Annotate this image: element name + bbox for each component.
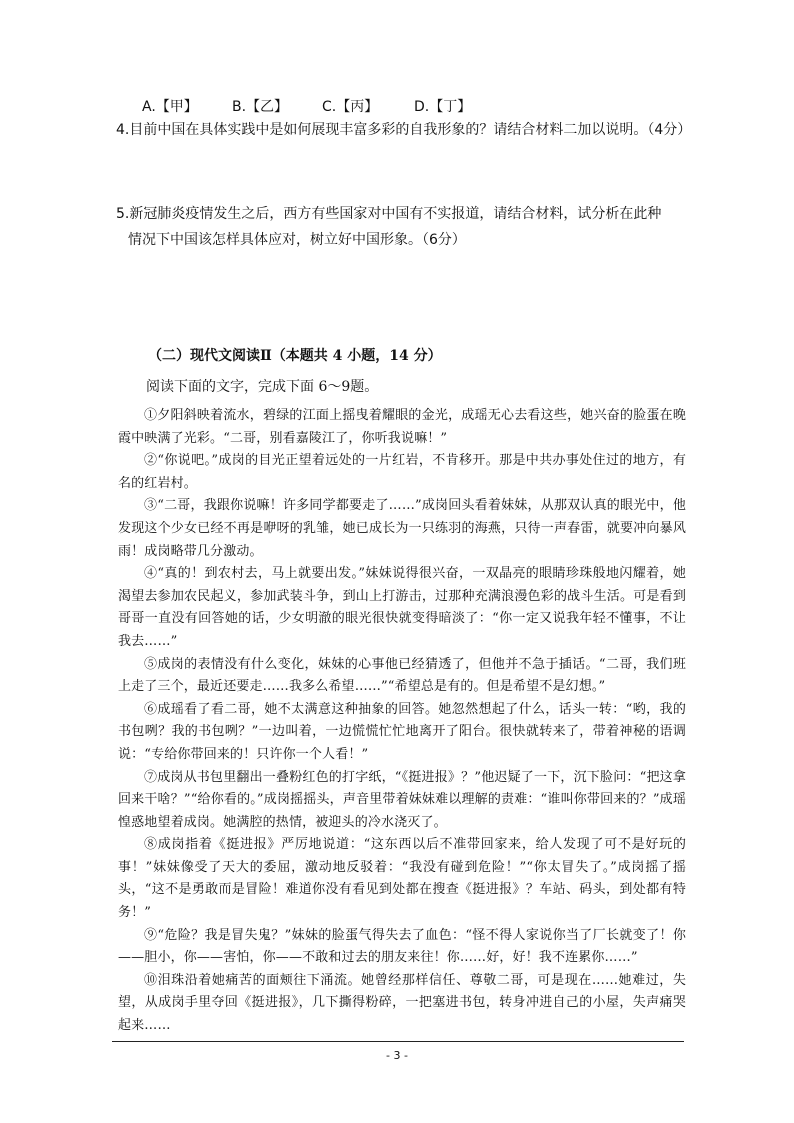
question-5-line-1: 5.新冠肺炎疫情发生之后，西方有些国家对中国有不实报道，请结合材料，试分析在此种 <box>116 206 662 222</box>
passage-paragraph: ⑨“危险？我是冒失鬼？”妹妹的脸蛋气得失去了血色：“怪不得人家说你当了厂长就变了！你——胆小，你——害怕，你——不敢和过去的朋友来往！你……好，好！我不连累你……” <box>118 927 686 966</box>
passage-paragraph: ①夕阳斜映着流水，碧绿的江面上摇曳着耀眼的金光，成瑶无心去看这些，她兴奋的脸蛋在晚霞中映满了光彩。“二哥，别看嘉陵江了，你听我说嘛！” <box>118 408 686 446</box>
choice-b: B.【乙】 <box>232 99 289 115</box>
passage-paragraph: ⑥成瑶看了看二哥，她不太满意这种抽象的回答。她忽然想起了什么，话头一转：“哟，我的书包咧？我的书包咧？”一边叫着，一边慌慌忙忙地离开了阳台。很快就转来了，带着神秘的语调说：“专给你带回来的！只许你一个人看！” <box>118 701 686 762</box>
page-number: - 3 - <box>386 1049 408 1062</box>
passage-paragraph: ③“二哥，我跟你说嘛！许多同学都要走了……”成岗回头看着妹妹，从那双认真的眼光中，他发现这个少女已经不再是咿呀的乳雏，她已成长为一只练羽的海燕，只待一声春雷，就要冲向暴风雨！成岗略带几分激动。 <box>118 498 686 559</box>
passage-paragraph: ⑧成岗指着《挺进报》严厉地说道：“这东西以后不准带回家来，给人发现了可不是好玩的事！”妹妹像受了天大的委屈，激动地反驳着：“我没有碰到危险！”“你太冒失了。”成岗摇了摇头，“这不是勇敢而是冒险！难道你没有看见到处都在搜查《挺进报》？车站、码头，到处都有特务！” <box>118 837 686 921</box>
reading-passage <box>118 405 686 1038</box>
choice-d: D.【丁】 <box>414 99 472 115</box>
question-4: 4.目前中国在具体实践中是如何展现丰富多彩的自我形象的？请结合材料二加以说明。（4分） <box>116 122 692 138</box>
passage-paragraph: ⑤成岗的表情没有什么变化，妹妹的心事他已经猜透了，但他并不急于插话。“二哥，我们班上走了三个，最近还要走……我多么希望……”“希望总是有的。但是希望不是幻想。” <box>118 656 686 695</box>
passage-paragraph: ④“真的！到农村去，马上就要出发。”妹妹说得很兴奋，一双晶亮的眼睛珍珠般地闪耀着，她渴望去参加农民起义，参加武装斗争，到山上打游击，过那种充满浪漫色彩的战斗生活。可是看到哥哥一直没有回答她的话，少女明澈的眼光很快就变得暗淡了：“你一定又说我年轻不懂事，不让我去……” <box>118 566 686 649</box>
footer-divider <box>112 1041 684 1042</box>
section-title: （二）现代文阅读Ⅱ（本题共 4 小题，14 分） <box>148 348 442 364</box>
choice-a: A.【甲】 <box>142 99 198 115</box>
question-5 <box>116 201 696 253</box>
reading-instruction: 阅读下面的文字，完成下面 6～9题。 <box>146 379 379 395</box>
question-5-line-2: 情况下中国该怎样具体应对，树立好中国形象。（6分） <box>128 232 466 248</box>
choice-c: C.【丙】 <box>322 99 379 115</box>
passage-paragraph: ⑩泪珠沿着她痛苦的面颊往下涌流。她曾经那样信任、尊敬二哥，可是现在……她难过，失望，从成岗手里夺回《挺进报》，几下撕得粉碎，一把塞进书包，转身冲进自己的小屋，失声痛哭起来…… <box>118 972 686 1034</box>
passage-paragraph: ②“你说吧。”成岗的目光正望着远处的一片红岩，不肯移开。那是中共办事处住过的地方，有名的红岩村。 <box>118 453 686 491</box>
passage-paragraph: ⑦成岗从书包里翻出一叠粉红色的打字纸，“《挺进报》？”他迟疑了一下，沉下脸问：“把这拿回来干啥？”“给你看的。”成岗摇摇头，声音里带着妹妹难以理解的责难：“谁叫你带回来的？”成瑶惶惑地望着成岗。她满腔的热情，被迎头的冷水浇灭了。 <box>118 769 686 830</box>
